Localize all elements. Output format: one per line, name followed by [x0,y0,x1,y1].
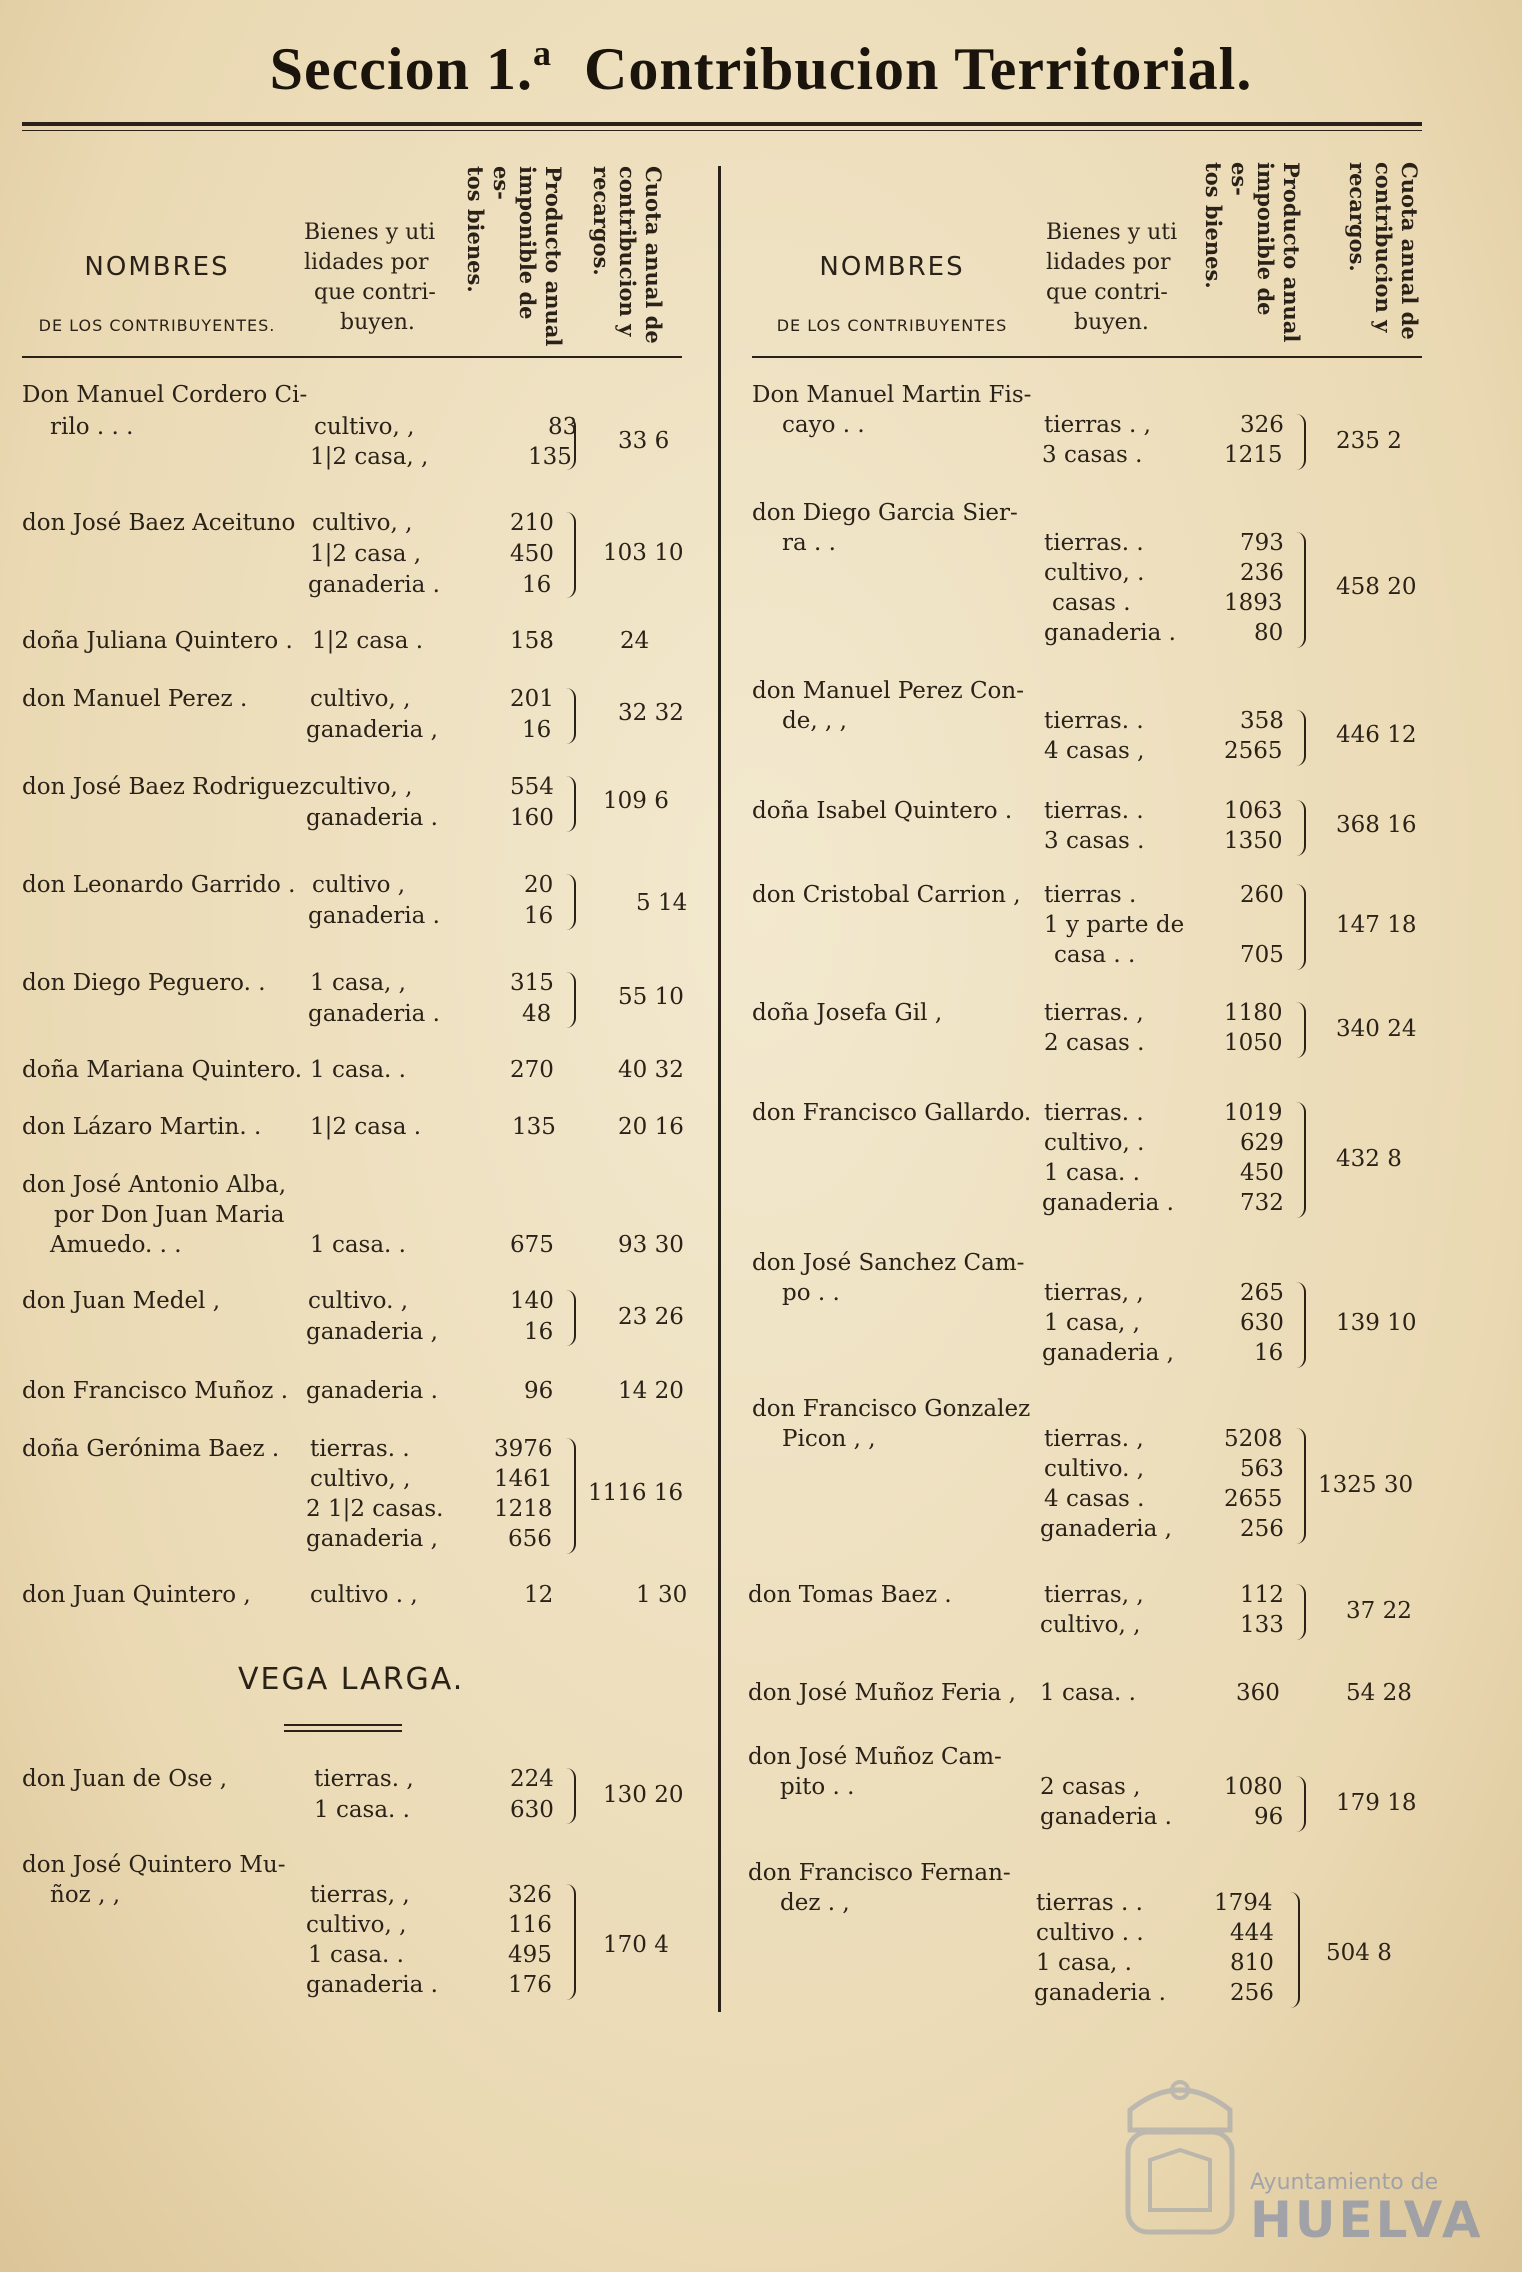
table-cell: 140 [510,1288,554,1314]
table-cell: 158 [510,628,554,654]
header-rule-left [22,356,682,358]
header-bienes-right: Bienes y uti lidades por que contri- buyen. [1046,220,1178,335]
table-cell: cultivo, , [1040,1612,1141,1638]
table-cell: 179 18 [1336,1790,1417,1816]
table-cell: ganaderia , [306,1319,438,1345]
brace-mark [1296,1584,1306,1640]
table-cell: 20 16 [618,1114,684,1140]
table-cell: 810 [1230,1950,1274,1976]
table-cell: doña Gerónima Baez . [22,1436,280,1462]
brace-mark [566,972,576,1028]
table-cell: 1 casa. . [310,1057,406,1083]
table-cell: ganaderia , [1042,1340,1174,1366]
table-cell: ganaderia . [1040,1804,1172,1830]
table-cell: 630 [510,1797,554,1823]
table-cell: 5208 [1224,1426,1283,1452]
table-cell: 236 [1240,560,1284,586]
table-cell: 55 10 [618,984,684,1010]
table-cell: 360 [1236,1680,1280,1706]
table-cell: 432 8 [1336,1146,1402,1172]
table-cell: 20 [524,872,554,898]
table-cell: tierras. , [1044,1426,1144,1452]
table-cell: ganaderia . [306,1378,438,1404]
header-bienes: Bienes y uti lidades por que contri- buyen. [304,220,436,335]
table-cell: 235 2 [1336,428,1402,454]
table-cell: cayo . . [782,412,865,438]
table-cell: 1050 [1224,1030,1283,1056]
table-cell: ganaderia . [1044,620,1176,646]
table-cell: 16 [522,717,552,743]
table-cell: don José Antonio Alba, [22,1172,287,1198]
table-cell: don Francisco Muñoz . [22,1378,289,1404]
table-cell: 2565 [1224,738,1283,764]
table-cell: 1215 [1224,442,1283,468]
coat-of-arms-icon [1100,2070,1260,2260]
table-cell: 368 16 [1336,812,1417,838]
table-cell: 3976 [494,1436,553,1462]
table-cell: ganaderia . [306,1972,438,1998]
brace-mark [566,512,576,598]
table-cell: don Francisco Fernan- [748,1860,1011,1886]
table-cell: 260 [1240,882,1284,908]
top-rule [22,122,1422,126]
table-cell: 1 casa, , [1044,1310,1140,1336]
table-cell: 793 [1240,530,1284,556]
table-cell: cultivo, , [314,414,415,440]
table-cell: 4 casas . [1044,1486,1145,1512]
table-cell: 48 [522,1001,552,1027]
table-cell: 14 20 [618,1378,684,1404]
table-cell: don Cristobal Carrion , [752,882,1021,908]
brace-mark [1296,710,1306,766]
table-cell: 1|2 casa . [310,1114,422,1140]
brace-mark [566,688,576,744]
table-cell: 170 4 [603,1932,669,1958]
table-cell: doña Juliana Quintero . [22,628,293,654]
table-cell: tierras, , [1044,1280,1144,1306]
table-cell: cultivo . , [310,1582,418,1608]
table-cell: 32 32 [618,700,684,726]
table-cell: 1 y parte de [1044,912,1185,938]
table-cell: cultivo, . [1044,1130,1145,1156]
table-cell: Don Manuel Cordero Ci- [22,382,308,408]
table-cell: 1 30 [636,1582,688,1608]
table-cell: cultivo, , [306,1912,407,1938]
table-cell: 444 [1230,1920,1274,1946]
table-cell: 458 20 [1336,574,1417,600]
table-cell: tierras, , [310,1882,410,1908]
table-cell: 16 [1254,1340,1284,1366]
table-cell: 109 6 [603,788,669,814]
table-cell: don Francisco Gonzalez [752,1396,1031,1422]
table-cell: 1893 [1224,590,1283,616]
table-cell: 358 [1240,708,1284,734]
table-cell: 116 [508,1912,552,1938]
brace-mark [566,1884,576,2000]
table-cell: 504 8 [1326,1940,1392,1966]
table-cell: cultivo, . [1044,560,1145,586]
table-cell: por Don Juan Maria [54,1202,285,1228]
table-cell: 2 casas . [1044,1030,1145,1056]
table-cell: ra . . [782,530,836,556]
table-cell: 554 [510,774,554,800]
table-cell: 340 24 [1336,1016,1417,1042]
table-cell: ganaderia , [306,717,438,743]
table-cell: ganaderia . [308,572,440,598]
table-cell: tierras . , [1044,412,1151,438]
table-cell: 54 28 [1346,1680,1412,1706]
brace-mark [1290,1892,1300,2008]
table-cell: casas . [1052,590,1131,616]
table-cell: 256 [1240,1516,1284,1542]
watermark: Ayuntamiento de HUELVA [1250,2170,1484,2249]
table-cell: 135 [512,1114,556,1140]
table-cell: 1 casa, , [310,970,406,996]
header-rule-right [752,356,1422,358]
table-cell: don Tomas Baez . [748,1582,952,1608]
table-cell: don Lázaro Martin. . [22,1114,262,1140]
table-cell: don Juan de Ose , [22,1766,228,1792]
table-cell: 446 12 [1336,722,1417,748]
table-cell: 630 [1240,1310,1284,1336]
table-cell: cultivo, , [310,686,411,712]
table-cell: 1 casa. . [310,1232,406,1258]
table-cell: 450 [1240,1160,1284,1186]
table-cell: dez . , [780,1890,850,1916]
brace-mark [1296,1776,1306,1832]
table-cell: don Diego Garcia Sier- [752,500,1018,526]
table-cell: tierras, , [1044,1582,1144,1608]
table-cell: casa . . [1054,942,1136,968]
table-cell: 1180 [1224,1000,1283,1026]
table-cell: don José Baez Aceituno [22,510,296,536]
table-cell: 705 [1240,942,1284,968]
table-cell: 3 casas . [1042,442,1143,468]
table-cell: 80 [1254,620,1284,646]
table-cell: 450 [510,541,554,567]
table-cell: pito . . [780,1774,855,1800]
table-cell: don Juan Quintero , [22,1582,251,1608]
brace-mark [1296,414,1306,470]
table-cell: 135 [528,444,572,470]
table-cell: 210 [510,510,554,536]
table-cell: cultivo. , [308,1288,409,1314]
table-cell: 1794 [1214,1890,1273,1916]
brace-mark [1296,1102,1306,1218]
table-cell: ganaderia . [308,903,440,929]
table-cell: doña Mariana Quintero. [22,1057,303,1083]
table-cell: don Francisco Gallardo. [752,1100,1032,1126]
table-cell: ganaderia . [1042,1190,1174,1216]
table-cell: 326 [508,1882,552,1908]
section-rule-2 [284,1730,402,1732]
table-cell: doña Isabel Quintero . [752,798,1013,824]
table-cell: don Leonardo Garrido . [22,872,296,898]
header-names: NOMBRES DE LOS CONTRIBUYENTES. [38,252,276,335]
table-cell: ñoz , , [50,1882,121,1908]
table-cell: 495 [508,1942,552,1968]
header-names-right: NOMBRES DE LOS CONTRIBUYENTES [776,252,1008,335]
header-producto-right: Producto anual imponible de es- tos bienes. [1201,162,1304,343]
table-cell: 1218 [494,1496,553,1522]
table-cell: tierras . [1044,882,1137,908]
table-cell: 96 [524,1378,554,1404]
table-cell: 93 30 [618,1232,684,1258]
table-cell: doña Josefa Gil , [752,1000,943,1026]
table-cell: ganaderia . [306,805,438,831]
table-cell: 37 22 [1346,1598,1412,1624]
table-cell: 2 casas , [1040,1774,1141,1800]
table-cell: tierras . . [1036,1890,1143,1916]
table-cell: don Diego Peguero. . [22,970,266,996]
table-cell: Picon , , [782,1426,876,1452]
table-cell: 33 6 [618,428,670,454]
table-cell: 1350 [1224,828,1283,854]
table-cell: Don Manuel Martin Fis- [752,382,1032,408]
table-cell: 16 [524,1319,554,1345]
table-cell: don Manuel Perez . [22,686,248,712]
table-cell: 1|2 casa, , [310,444,429,470]
brace-mark [1296,1282,1306,1368]
brace-mark [1296,800,1306,856]
table-cell: 732 [1240,1190,1284,1216]
table-cell: tierras. . [1044,798,1144,824]
table-cell: 224 [510,1766,554,1792]
table-cell: 1 casa. . [314,1797,410,1823]
column-divider [718,166,721,2012]
table-cell: 1461 [494,1466,553,1492]
table-cell: 2655 [1224,1486,1283,1512]
table-cell: 23 26 [618,1304,684,1330]
table-cell: don Manuel Perez Con- [752,678,1024,704]
table-cell: 1|2 casa . [312,628,424,654]
table-cell: 675 [510,1232,554,1258]
table-cell: 3 casas . [1044,828,1145,854]
table-cell: 112 [1240,1582,1284,1608]
table-cell: 2 1|2 casas. [306,1496,444,1522]
table-cell: 1|2 casa , [310,541,422,567]
table-cell: 16 [522,572,552,598]
brace-mark [566,874,576,930]
table-cell: 12 [524,1582,554,1608]
table-cell: cultivo , [312,872,406,898]
table-cell: 96 [1254,1804,1284,1830]
table-cell: 147 18 [1336,912,1417,938]
brace-mark [1296,1002,1306,1058]
table-cell: don José Muñoz Cam- [748,1744,1002,1770]
table-cell: 103 10 [603,540,684,566]
table-cell: Amuedo. . . [50,1232,182,1258]
table-cell: 1325 30 [1318,1472,1414,1498]
table-cell: 133 [1240,1612,1284,1638]
table-cell: 629 [1240,1130,1284,1156]
brace-mark [1296,1428,1306,1544]
brace-mark [566,1290,576,1346]
brace-mark [566,1768,576,1824]
header-producto: Producto anual imponible de es- tos bienes. [463,166,566,347]
table-cell: 326 [1240,412,1284,438]
table-cell: don José Quintero Mu- [22,1852,286,1878]
table-cell: 130 20 [603,1782,684,1808]
table-cell: 315 [510,970,554,996]
section-rule [284,1724,402,1726]
brace-mark [566,1438,576,1554]
section-vega-larga: VEGA LARGA. [238,1662,465,1697]
table-cell: 83 [548,414,578,440]
table-cell: 201 [510,686,554,712]
page-title: Seccion 1.$^a$ Contribucion Territorial. [269,33,1253,102]
top-rule-thin [22,130,1422,131]
header-cuota: Cuota anual de contribucion y recargos. [589,166,666,344]
table-cell: 656 [508,1526,552,1552]
table-cell: 5 14 [636,890,688,916]
table-cell: 1063 [1224,798,1283,824]
table-cell: 1080 [1224,1774,1283,1800]
table-cell: 176 [508,1972,552,1998]
table-cell: tierras. . [310,1436,410,1462]
table-cell: rilo . . . [50,414,134,440]
table-cell: po . . [782,1280,840,1306]
table-cell: cultivo, , [312,510,413,536]
table-cell: cultivo . . [1036,1920,1144,1946]
table-cell: ganaderia . [1034,1980,1166,2006]
table-cell: don Juan Medel , [22,1288,221,1314]
table-cell: cultivo, , [310,1466,411,1492]
table-cell: cultivo, , [312,774,413,800]
table-cell: 4 casas , [1044,738,1145,764]
table-cell: tierras. . [1044,1100,1144,1126]
table-cell: 1019 [1224,1100,1283,1126]
table-cell: 16 [524,903,554,929]
brace-mark [1296,532,1306,648]
table-cell: 1 casa. . [308,1942,404,1968]
table-cell: 256 [1230,1980,1274,2006]
table-cell: don José Sanchez Cam- [752,1250,1025,1276]
table-cell: 24 [620,628,650,654]
table-cell: tierras. . [1044,530,1144,556]
table-cell: ganaderia , [1040,1516,1172,1542]
table-cell: ganaderia , [306,1526,438,1552]
table-cell: 40 32 [618,1057,684,1083]
table-cell: 139 10 [1336,1310,1417,1336]
table-cell: 563 [1240,1456,1284,1482]
table-cell: tierras. , [1044,1000,1144,1026]
table-cell: don José Baez Rodriguez [22,774,312,800]
header-cuota-right: Cuota anual de contribucion y recargos. [1345,162,1422,340]
table-cell: de, , , [782,708,847,734]
brace-mark [566,416,576,470]
table-cell: cultivo. , [1044,1456,1145,1482]
table-cell: 270 [510,1057,554,1083]
table-cell: 1116 16 [588,1480,684,1506]
table-cell: tierras. . [1044,708,1144,734]
table-cell: 160 [510,805,554,831]
table-cell: don José Muñoz Feria , [748,1680,1016,1706]
table-cell: 1 casa. . [1040,1680,1136,1706]
table-cell: ganaderia . [308,1001,440,1027]
brace-mark [566,776,576,832]
table-cell: 1 casa, . [1036,1950,1132,1976]
table-cell: tierras. , [314,1766,414,1792]
table-cell: 1 casa. . [1044,1160,1140,1186]
table-cell: 265 [1240,1280,1284,1306]
brace-mark [1296,884,1306,970]
